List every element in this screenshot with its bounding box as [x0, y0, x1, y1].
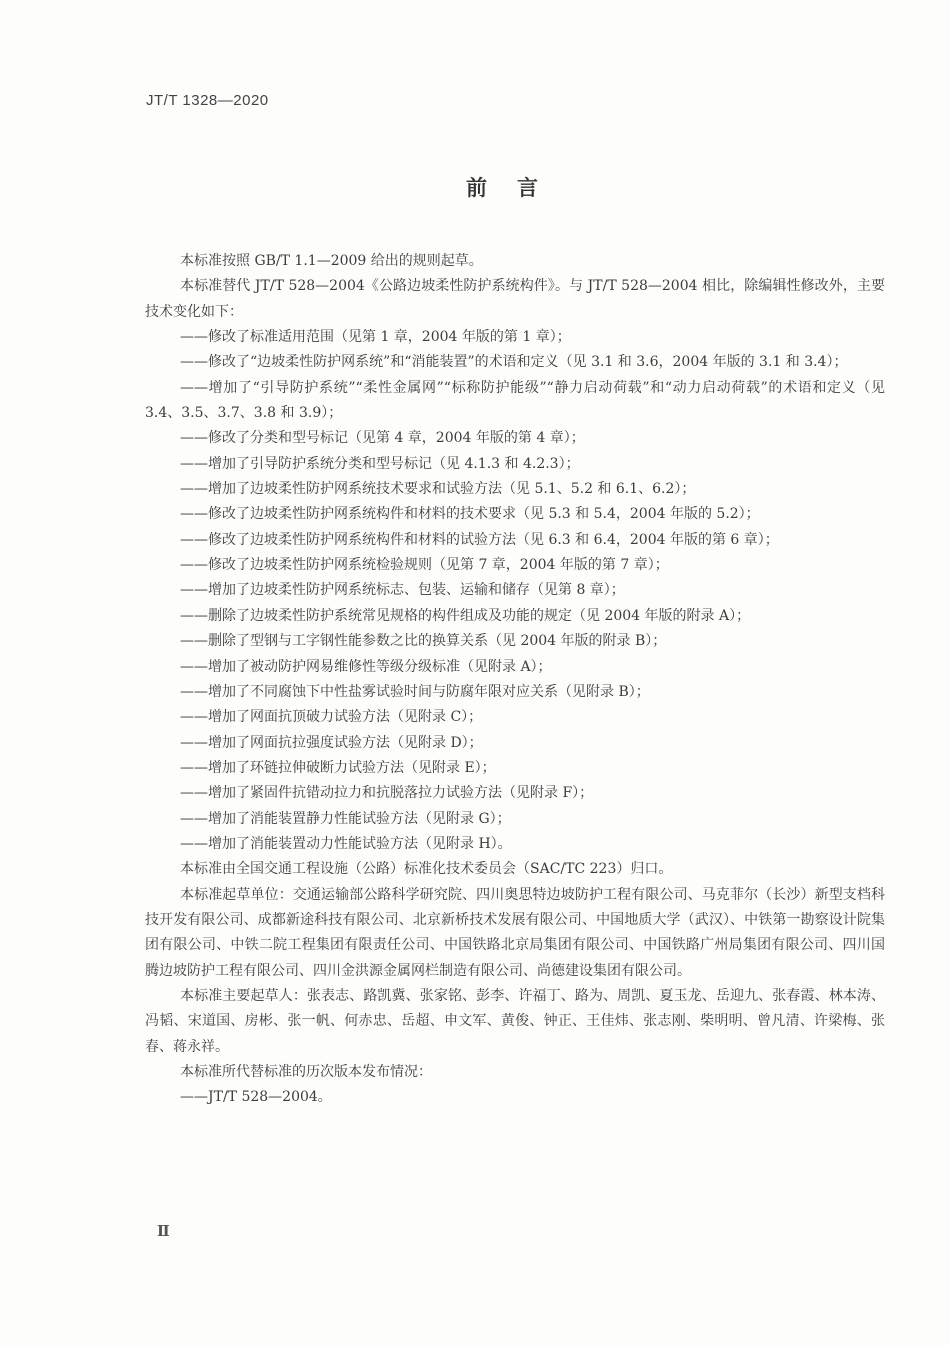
change-item: ——修改了标准适用范围（见第 1 章，2004 年版的第 1 章）；	[180, 329, 571, 346]
change-item: ——删除了边坡柔性防护系统常见规格的构件组成及功能的规定（见 2004 年版的附录 A）；	[180, 607, 751, 624]
drafting-units-paragraph: 本标准起草单位：交通运输部公路科学研究院、四川奥思特边坡防护工程有限公司、马克菲尔（长沙）新型支档科技开发有限公司、成都新途科技有限公司、北京新桥技术发展有限公司、中国地质大学（武汉）、中铁第一勘察设计院集团有限公司、中铁二院工程集团有限责任公司、中国铁路北京局集团有限公司、中国铁路广州局集团有限公司、四川国腾边坡防护工程有限公司、四川金洪源金属网栏制造有限公司、尚德建设集团有限公司。	[145, 886, 885, 979]
change-item: ——增加了边坡柔性防护网系统技术要求和试验方法（见 5.1、5.2 和 6.1、6.2）；	[180, 481, 696, 498]
change-item: ——增加了引导防护系统分类和型号标记（见 4.1.3 和 4.2.3）；	[180, 455, 580, 472]
replaces-paragraph: 本标准替代 JT/T 528—2004《公路边坡柔性防护系统构件》。与 JT/T 528—2004 相比，除编辑性修改外，主要技术变化如下：	[145, 278, 885, 320]
history-intro-paragraph: 本标准所代替标准的历次版本发布情况：	[180, 1064, 432, 1080]
change-item: ——增加了紧固件抗错动拉力和抗脱落拉力试验方法（见附录 F）；	[180, 785, 594, 802]
intro-rule-paragraph: 本标准按照 GB/T 1.1—2009 给出的规则起草。	[180, 253, 483, 269]
drafters-paragraph: 本标准主要起草人：张表志、路凯冀、张家铭、彭李、许福丁、路为、周凯、夏玉龙、岳迎九、张春霞、林本涛、冯韬、宋道国、房彬、张一帆、何赤忠、岳超、申文军、黄俊、钟正、王佳炜、张志刚、柴明明、曾凡清、许梁梅、张春、蒋永祥。	[145, 987, 885, 1055]
history-item: ——JT/T 528—2004。	[180, 1089, 332, 1106]
change-item: ——增加了网面抗拉强度试验方法（见附录 D）；	[180, 734, 483, 751]
change-item: ——修改了边坡柔性防护网系统构件和材料的技术要求（见 5.3 和 5.4，2004 年版的 5.2）；	[180, 506, 760, 523]
change-item: ——增加了消能装置静力性能试验方法（见附录 G）；	[180, 810, 511, 827]
standard-code-header: JT/T 1328—2020	[146, 92, 269, 109]
change-item: ——修改了边坡柔性防护网系统构件和材料的试验方法（见 6.3 和 6.4，2004 年版的第 6 章）；	[180, 531, 779, 548]
change-item: ——增加了被动防护网易维修性等级分级标准（见附录 A）；	[180, 658, 552, 675]
proposed-by-paragraph: 本标准由全国交通工程设施（公路）标准化技术委员会（SAC/TC 223）归口。	[180, 861, 673, 878]
change-item: ——增加了环链拉伸破断力试验方法（见附录 E）；	[180, 759, 496, 776]
foreword-body	[145, 249, 885, 1111]
change-item: ——修改了“边坡柔性防护网系统”和“消能装置”的术语和定义（见 3.1 和 3.6，2004 年版的 3.1 和 3.4）；	[180, 354, 848, 371]
change-item: ——增加了不同腐蚀下中性盐雾试验时间与防腐年限对应关系（见附录 B）；	[180, 683, 650, 700]
change-item: ——增加了边坡柔性防护网系统标志、包装、运输和储存（见第 8 章）；	[180, 582, 625, 599]
change-item: ——增加了消能装置动力性能试验方法（见附录 H）。	[180, 835, 512, 852]
change-item: ——增加了“引导防护系统”“柔性金属网”“标称防护能级”“静力启动荷载”和“动力启动荷载”的术语和定义（见 3.4、3.5、3.7、3.8 和 3.9）；	[145, 379, 885, 422]
page-title: 前言	[466, 176, 568, 200]
page-number: Ⅱ	[157, 1222, 170, 1240]
change-item: ——修改了边坡柔性防护网系统检验规则（见第 7 章，2004 年版的第 7 章）；	[180, 557, 669, 574]
change-item: ——删除了型钢与工字钢性能参数之比的换算关系（见 2004 年版的附录 B）；	[180, 633, 667, 650]
change-item: ——增加了网面抗顶破力试验方法（见附录 C）；	[180, 709, 483, 726]
change-item: ——修改了分类和型号标记（见第 4 章，2004 年版的第 4 章）；	[180, 430, 585, 447]
